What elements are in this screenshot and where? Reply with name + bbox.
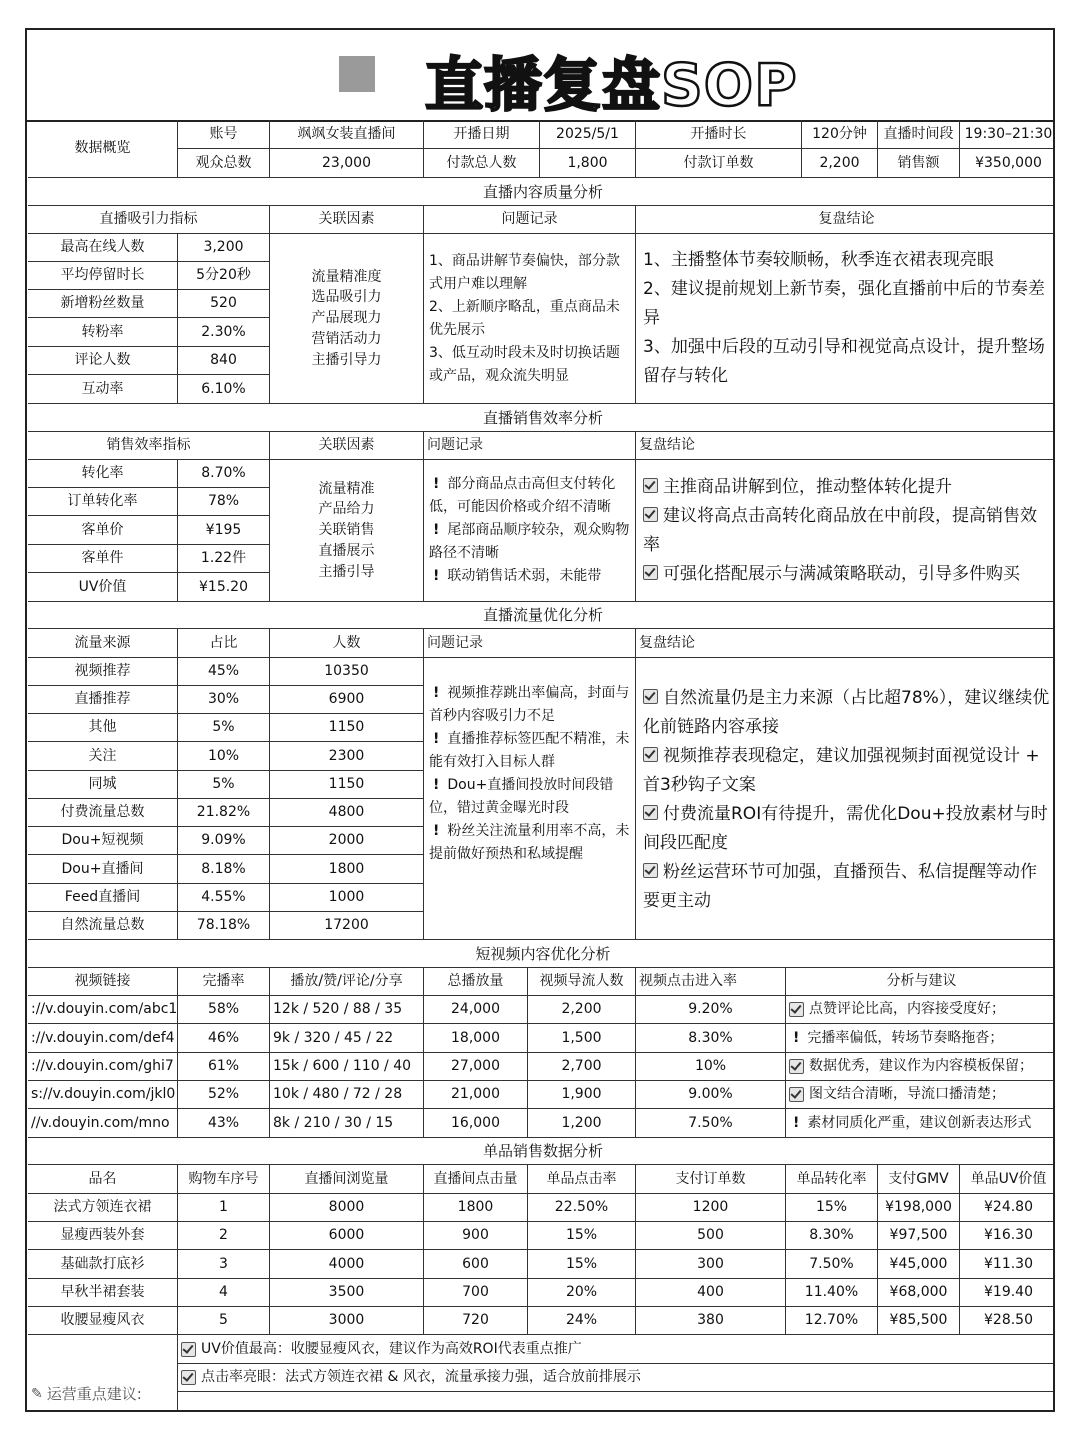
review-conclusion xyxy=(636,658,1055,940)
traffic-source: 同城 xyxy=(28,771,178,799)
product-metric: ¥11.30 xyxy=(960,1250,1055,1279)
metric-label: 客单价 xyxy=(28,516,178,545)
overview-cell: 账号 xyxy=(178,120,270,149)
product-metric: ¥68,000 xyxy=(878,1279,960,1307)
checkbox-icon xyxy=(789,1087,804,1102)
conclusion-text xyxy=(639,240,1055,397)
column-header: 问题记录 xyxy=(424,629,636,658)
overview-cell: 飒飒女装直播间 xyxy=(270,120,424,149)
checkbox-icon xyxy=(643,478,658,493)
metric-label: 转粉率 xyxy=(28,318,178,347)
title-mark-icon xyxy=(339,56,375,92)
product-metric: 12.70% xyxy=(786,1307,878,1335)
exclamation-icon: ! xyxy=(433,731,440,747)
traffic-share: 78.18% xyxy=(178,912,270,940)
product-metric: 400 xyxy=(636,1279,786,1307)
analysis-suggestion xyxy=(786,996,1055,1024)
issue-item: 粉丝关注流量利用率不高，未提前做好预热和私域提醒 xyxy=(429,823,630,862)
checkbox-icon xyxy=(643,747,658,762)
ops-suggestion-text: UV价值最高：收腰显瘦风衣，建议作为高效ROI代表重点推广 xyxy=(201,1340,582,1357)
video-metric: 12k / 520 / 88 / 35 xyxy=(270,996,424,1024)
column-header: 播放/赞/评论/分享 xyxy=(270,968,424,996)
issue-item: 联动销售话术弱，未能带 xyxy=(447,568,602,584)
product-metric: 15% xyxy=(786,1194,878,1222)
conclusion-item: 1、主播整体节奏较顺畅，秋季连衣裙表现亮眼 xyxy=(643,250,994,270)
overview-cell: 19:30–21:30 xyxy=(960,120,1055,149)
issue-item: 3、低互动时段未及时切换话题或产品，观众流失明显 xyxy=(429,344,620,384)
product-metric: 3500 xyxy=(270,1279,424,1307)
checkbox-icon xyxy=(789,1059,804,1074)
factor-item: 选品吸引力 xyxy=(311,289,382,306)
video-metric: 1,500 xyxy=(528,1024,636,1053)
overview-label: 数据概览 xyxy=(28,120,178,178)
overview-cell: 2025/5/1 xyxy=(540,120,636,149)
metric-value: 2.30% xyxy=(178,318,270,347)
factor-list xyxy=(270,234,424,404)
column-header: 问题记录 xyxy=(424,206,636,234)
product-metric: 900 xyxy=(424,1222,528,1250)
column-header: 复盘结论 xyxy=(636,432,1055,460)
traffic-share: 10% xyxy=(178,742,270,771)
factor-item: 关联销售 xyxy=(318,522,375,539)
ops-suggestion-text: 点击率亮眼：法式方领连衣裙 & 风衣，流量承接力强，适合放前排展示 xyxy=(201,1369,641,1386)
analysis-suggestion xyxy=(786,1081,1055,1109)
metric-label: 最高在线人数 xyxy=(28,234,178,262)
traffic-share: 4.55% xyxy=(178,884,270,912)
traffic-source: 其他 xyxy=(28,714,178,742)
analysis-text: 完播率偏低，转场节奏略拖沓； xyxy=(807,1029,1004,1046)
video-metric: 52% xyxy=(178,1081,270,1109)
product-metric: 4 xyxy=(178,1279,270,1307)
product-metric: 380 xyxy=(636,1307,786,1335)
product-metric: 8.30% xyxy=(786,1222,878,1250)
product-metric: 500 xyxy=(636,1222,786,1250)
product-name: 显瘦西装外套 xyxy=(28,1222,178,1250)
column-header: 视频点击进入率 xyxy=(636,968,786,996)
analysis-suggestion xyxy=(786,1109,1055,1138)
metric-value: 5分20秒 xyxy=(178,262,270,290)
traffic-share: 45% xyxy=(178,658,270,686)
issue-item: 尾部商品顺序较杂，观众购物路径不清晰 xyxy=(429,522,630,561)
metric-label: 评论人数 xyxy=(28,347,178,375)
analysis-suggestion xyxy=(786,1024,1055,1053)
checkbox-icon xyxy=(643,689,658,704)
traffic-share: 8.18% xyxy=(178,855,270,884)
issue-item: 部分商品点击高但支付转化低，可能因价格或介绍不清晰 xyxy=(429,476,616,515)
column-header: 人数 xyxy=(270,629,424,658)
traffic-source: Dou+直播间 xyxy=(28,855,178,884)
column-header: 复盘结论 xyxy=(636,206,1055,234)
column-header: 总播放量 xyxy=(424,968,528,996)
column-header: 问题记录 xyxy=(424,432,636,460)
product-metric: 22.50% xyxy=(528,1194,636,1222)
factor-item: 直播展示 xyxy=(318,542,375,559)
overview-cell: 120分钟 xyxy=(802,120,878,149)
product-metric: ¥97,500 xyxy=(878,1222,960,1250)
column-header: 复盘结论 xyxy=(636,629,1055,658)
traffic-share: 9.09% xyxy=(178,827,270,855)
metric-label: 转化率 xyxy=(28,460,178,488)
section-title: 单品销售数据分析 xyxy=(28,1138,1055,1165)
traffic-source: 直播推荐 xyxy=(28,686,178,714)
traffic-count: 2300 xyxy=(270,742,424,771)
video-metric: 8.30% xyxy=(636,1024,786,1053)
checkbox-icon xyxy=(643,565,658,580)
column-header: 销售效率指标 xyxy=(28,432,270,460)
product-metric: 700 xyxy=(424,1279,528,1307)
factor-item: 流量精准度 xyxy=(311,268,382,285)
conclusion-item: 3、加强中后段的互动引导和视觉高点设计，提升整场留存与转化 xyxy=(643,337,1045,386)
overview-cell: 观众总数 xyxy=(178,149,270,178)
product-metric: 1 xyxy=(178,1194,270,1222)
section-title: 直播销售效率分析 xyxy=(28,404,1055,432)
issue-text xyxy=(427,658,635,868)
column-header: 直播间点击量 xyxy=(424,1165,528,1194)
product-name: 法式方领连衣裙 xyxy=(28,1194,178,1222)
issue-item: 直播推荐标签匹配不精准，未能有效打入目标人群 xyxy=(429,731,630,770)
product-metric: 20% xyxy=(528,1279,636,1307)
product-metric: 6000 xyxy=(270,1222,424,1250)
exclamation-icon: ! xyxy=(793,1029,800,1046)
exclamation-icon: ! xyxy=(433,568,440,584)
metric-label: 客单件 xyxy=(28,545,178,573)
ops-suggestion-item xyxy=(178,1364,1055,1392)
ops-suggestion-label-text: 运营重点建议: xyxy=(46,1385,142,1403)
checkbox-icon xyxy=(789,1002,804,1017)
traffic-count: 1000 xyxy=(270,884,424,912)
product-metric: ¥198,000 xyxy=(878,1194,960,1222)
video-metric: 1,900 xyxy=(528,1081,636,1109)
product-metric: 300 xyxy=(636,1250,786,1279)
product-metric: ¥28.50 xyxy=(960,1307,1055,1335)
video-link: //v.douyin.com/mno xyxy=(28,1109,178,1138)
video-metric: 7.50% xyxy=(636,1109,786,1138)
column-header: 视频导流人数 xyxy=(528,968,636,996)
product-metric: ¥85,500 xyxy=(878,1307,960,1335)
product-metric: 1200 xyxy=(636,1194,786,1222)
video-metric: 9.20% xyxy=(636,996,786,1024)
product-metric: 3 xyxy=(178,1250,270,1279)
section-title: 直播内容质量分析 xyxy=(28,178,1055,206)
conclusion-item: 视频推荐表现稳定，建议加强视频封面视觉设计 + 首3秒钩子文案 xyxy=(643,746,1040,795)
issue-text xyxy=(427,471,635,590)
product-metric: 15% xyxy=(528,1250,636,1279)
conclusion-item: 粉丝运营环节可加强，直播预告、私信提醒等动作要更主动 xyxy=(643,862,1037,911)
product-metric: 600 xyxy=(424,1250,528,1279)
traffic-share: 21.82% xyxy=(178,799,270,827)
conclusion-item: 主推商品讲解到位，推动整体转化提升 xyxy=(663,476,952,497)
column-header: 视频链接 xyxy=(28,968,178,996)
video-link: ://v.douyin.com/ghi7 xyxy=(28,1053,178,1081)
checkbox-icon xyxy=(643,805,658,820)
metric-value: 520 xyxy=(178,290,270,318)
issue-item: Dou+直播间投放时间段错位，错过黄金曝光时段 xyxy=(429,777,614,816)
checkbox-icon xyxy=(181,1342,196,1357)
video-metric: 9.00% xyxy=(636,1081,786,1109)
factor-item: 流量精准 xyxy=(318,480,375,497)
issue-record xyxy=(424,658,636,940)
column-header: 单品点击率 xyxy=(528,1165,636,1194)
metric-label: 新增粉丝数量 xyxy=(28,290,178,318)
video-link: ://v.douyin.com/def4 xyxy=(28,1024,178,1053)
product-name: 收腰显瘦风衣 xyxy=(28,1307,178,1335)
checkbox-icon xyxy=(181,1370,196,1385)
product-metric: 24% xyxy=(528,1307,636,1335)
traffic-count: 1150 xyxy=(270,771,424,799)
overview-cell: 23,000 xyxy=(270,149,424,178)
column-header: 支付订单数 xyxy=(636,1165,786,1194)
review-conclusion xyxy=(636,234,1055,404)
product-metric: 3000 xyxy=(270,1307,424,1335)
metric-label: 平均停留时长 xyxy=(28,262,178,290)
conclusion-item: 建议将高点击高转化商品放在中前段，提高销售效率 xyxy=(643,505,1037,555)
factor-item: 产品展现力 xyxy=(311,310,382,327)
factor-list xyxy=(270,460,424,602)
issue-item: 2、上新顺序略乱，重点商品未优先展示 xyxy=(429,298,620,338)
traffic-source: 付费流量总数 xyxy=(28,799,178,827)
factor-item: 营销活动力 xyxy=(311,330,382,347)
product-name: 基础款打底衫 xyxy=(28,1250,178,1279)
conclusion-text xyxy=(639,467,1055,595)
product-metric: 11.40% xyxy=(786,1279,878,1307)
video-metric: 2,700 xyxy=(528,1053,636,1081)
column-header: 分析与建议 xyxy=(786,968,1055,996)
review-conclusion xyxy=(636,460,1055,602)
column-header: 关联因素 xyxy=(270,206,424,234)
product-metric: ¥19.40 xyxy=(960,1279,1055,1307)
video-metric: 16,000 xyxy=(424,1109,528,1138)
column-header: 品名 xyxy=(28,1165,178,1194)
issue-record xyxy=(424,460,636,602)
video-metric: 10% xyxy=(636,1053,786,1081)
product-name: 早秋半裙套装 xyxy=(28,1279,178,1307)
metric-value: 8.70% xyxy=(178,460,270,488)
conclusion-item: 自然流量仍是主力来源（占比超78%），建议继续优化前链路内容承接 xyxy=(643,688,1050,737)
overview-cell: 开播时长 xyxy=(636,120,802,149)
traffic-source: 关注 xyxy=(28,742,178,771)
section-title: 短视频内容优化分析 xyxy=(28,940,1055,968)
product-metric: ¥16.30 xyxy=(960,1222,1055,1250)
metric-value: ¥15.20 xyxy=(178,573,270,602)
traffic-count: 4800 xyxy=(270,799,424,827)
title-bar xyxy=(27,30,1053,122)
product-metric: ¥45,000 xyxy=(878,1250,960,1279)
traffic-source: Feed直播间 xyxy=(28,884,178,912)
video-metric: 15k / 600 / 110 / 40 xyxy=(270,1053,424,1081)
video-metric: 8k / 210 / 30 / 15 xyxy=(270,1109,424,1138)
metric-value: ¥195 xyxy=(178,516,270,545)
column-header: 直播间浏览量 xyxy=(270,1165,424,1194)
ops-suggestion-label xyxy=(28,1335,178,1412)
factor-item: 主播引导力 xyxy=(311,351,382,368)
analysis-text: 点赞评论比高，内容接受度好； xyxy=(809,1001,1005,1018)
exclamation-icon: ! xyxy=(433,823,440,839)
video-metric: 21,000 xyxy=(424,1081,528,1109)
traffic-source: Dou+短视频 xyxy=(28,827,178,855)
overview-cell: 付款总人数 xyxy=(424,149,540,178)
column-header: 支付GMV xyxy=(878,1165,960,1194)
conclusion-text xyxy=(639,658,1055,922)
traffic-share: 5% xyxy=(178,714,270,742)
video-link: ://v.douyin.com/abc1 xyxy=(28,996,178,1024)
overview-cell: 销售额 xyxy=(878,149,960,178)
overview-cell: 开播日期 xyxy=(424,120,540,149)
issue-record xyxy=(424,234,636,404)
product-metric: 15% xyxy=(528,1222,636,1250)
video-metric: 2,200 xyxy=(528,996,636,1024)
analysis-suggestion xyxy=(786,1053,1055,1081)
column-header: 单品UV价值 xyxy=(960,1165,1055,1194)
column-header: 占比 xyxy=(178,629,270,658)
exclamation-icon: ! xyxy=(433,522,440,538)
video-metric: 43% xyxy=(178,1109,270,1138)
factor-item: 主播引导 xyxy=(318,563,375,580)
product-metric: 1800 xyxy=(424,1194,528,1222)
checkbox-icon xyxy=(643,863,658,878)
exclamation-icon: ! xyxy=(433,777,440,793)
sop-sheet xyxy=(25,28,1055,1412)
product-metric: 2 xyxy=(178,1222,270,1250)
traffic-count: 17200 xyxy=(270,912,424,940)
exclamation-icon: ! xyxy=(793,1114,800,1131)
traffic-count: 2000 xyxy=(270,827,424,855)
conclusion-item: 2、建议提前规划上新节奏，强化直播前中后的节奏差异 xyxy=(643,279,1045,328)
column-header: 关联因素 xyxy=(270,432,424,460)
video-metric: 58% xyxy=(178,996,270,1024)
analysis-text: 数据优秀，建议作为内容模板保留； xyxy=(809,1058,1033,1075)
metric-value: 78% xyxy=(178,488,270,516)
issue-text xyxy=(427,248,635,390)
factor-item: 产品给力 xyxy=(318,501,375,518)
traffic-share: 5% xyxy=(178,771,270,799)
pin-icon: ✎ xyxy=(31,1386,43,1403)
traffic-count: 1800 xyxy=(270,855,424,884)
column-header: 购物车序号 xyxy=(178,1165,270,1194)
conclusion-item: 付费流量ROI有待提升，需优化Dou+投放素材与时间段匹配度 xyxy=(643,804,1048,853)
checkbox-icon xyxy=(643,507,658,522)
metric-label: 订单转化率 xyxy=(28,488,178,516)
metric-value: 1.22件 xyxy=(178,545,270,573)
column-header: 流量来源 xyxy=(28,629,178,658)
exclamation-icon: ! xyxy=(433,476,440,492)
page-title: 直播复盘SOP xyxy=(425,51,798,119)
video-metric: 9k / 320 / 45 / 22 xyxy=(270,1024,424,1053)
column-header: 完播率 xyxy=(178,968,270,996)
metric-value: 840 xyxy=(178,347,270,375)
product-metric: 720 xyxy=(424,1307,528,1335)
column-header: 单品转化率 xyxy=(786,1165,878,1194)
video-metric: 10k / 480 / 72 / 28 xyxy=(270,1081,424,1109)
traffic-source: 视频推荐 xyxy=(28,658,178,686)
video-metric: 18,000 xyxy=(424,1024,528,1053)
analysis-text: 图文结合清晰，导流口播清楚； xyxy=(809,1086,1005,1103)
overview-cell: ¥350,000 xyxy=(960,149,1055,178)
product-metric: 7.50% xyxy=(786,1250,878,1279)
traffic-count: 1150 xyxy=(270,714,424,742)
overview-cell: 2,200 xyxy=(802,149,878,178)
ops-suggestion-item xyxy=(178,1335,1055,1364)
video-metric: 27,000 xyxy=(424,1053,528,1081)
section-title: 直播流量优化分析 xyxy=(28,602,1055,629)
product-metric: 5 xyxy=(178,1307,270,1335)
traffic-share: 30% xyxy=(178,686,270,714)
product-metric: 8000 xyxy=(270,1194,424,1222)
video-metric: 46% xyxy=(178,1024,270,1053)
metric-label: 互动率 xyxy=(28,375,178,404)
video-metric: 24,000 xyxy=(424,996,528,1024)
traffic-count: 6900 xyxy=(270,686,424,714)
column-header: 直播吸引力指标 xyxy=(28,206,270,234)
overview-cell: 付款订单数 xyxy=(636,149,802,178)
issue-item: 1、商品讲解节奏偏快，部分款式用户难以理解 xyxy=(429,252,620,292)
exclamation-icon: ! xyxy=(433,685,440,701)
issue-item: 视频推荐跳出率偏高，封面与首秒内容吸引力不足 xyxy=(429,685,630,724)
metric-value: 3,200 xyxy=(178,234,270,262)
traffic-count: 10350 xyxy=(270,658,424,686)
conclusion-item: 可强化搭配展示与满减策略联动，引导多件购买 xyxy=(663,563,1020,584)
video-metric: 1,200 xyxy=(528,1109,636,1138)
overview-cell: 直播时间段 xyxy=(878,120,960,149)
overview-cell: 1,800 xyxy=(540,149,636,178)
traffic-source: 自然流量总数 xyxy=(28,912,178,940)
video-metric: 61% xyxy=(178,1053,270,1081)
product-metric: 4000 xyxy=(270,1250,424,1279)
product-metric: ¥24.80 xyxy=(960,1194,1055,1222)
analysis-text: 素材同质化严重，建议创新表达形式 xyxy=(807,1114,1032,1131)
metric-value: 6.10% xyxy=(178,375,270,404)
video-link: s://v.douyin.com/jkl0 xyxy=(28,1081,178,1109)
metric-label: UV价值 xyxy=(28,573,178,602)
